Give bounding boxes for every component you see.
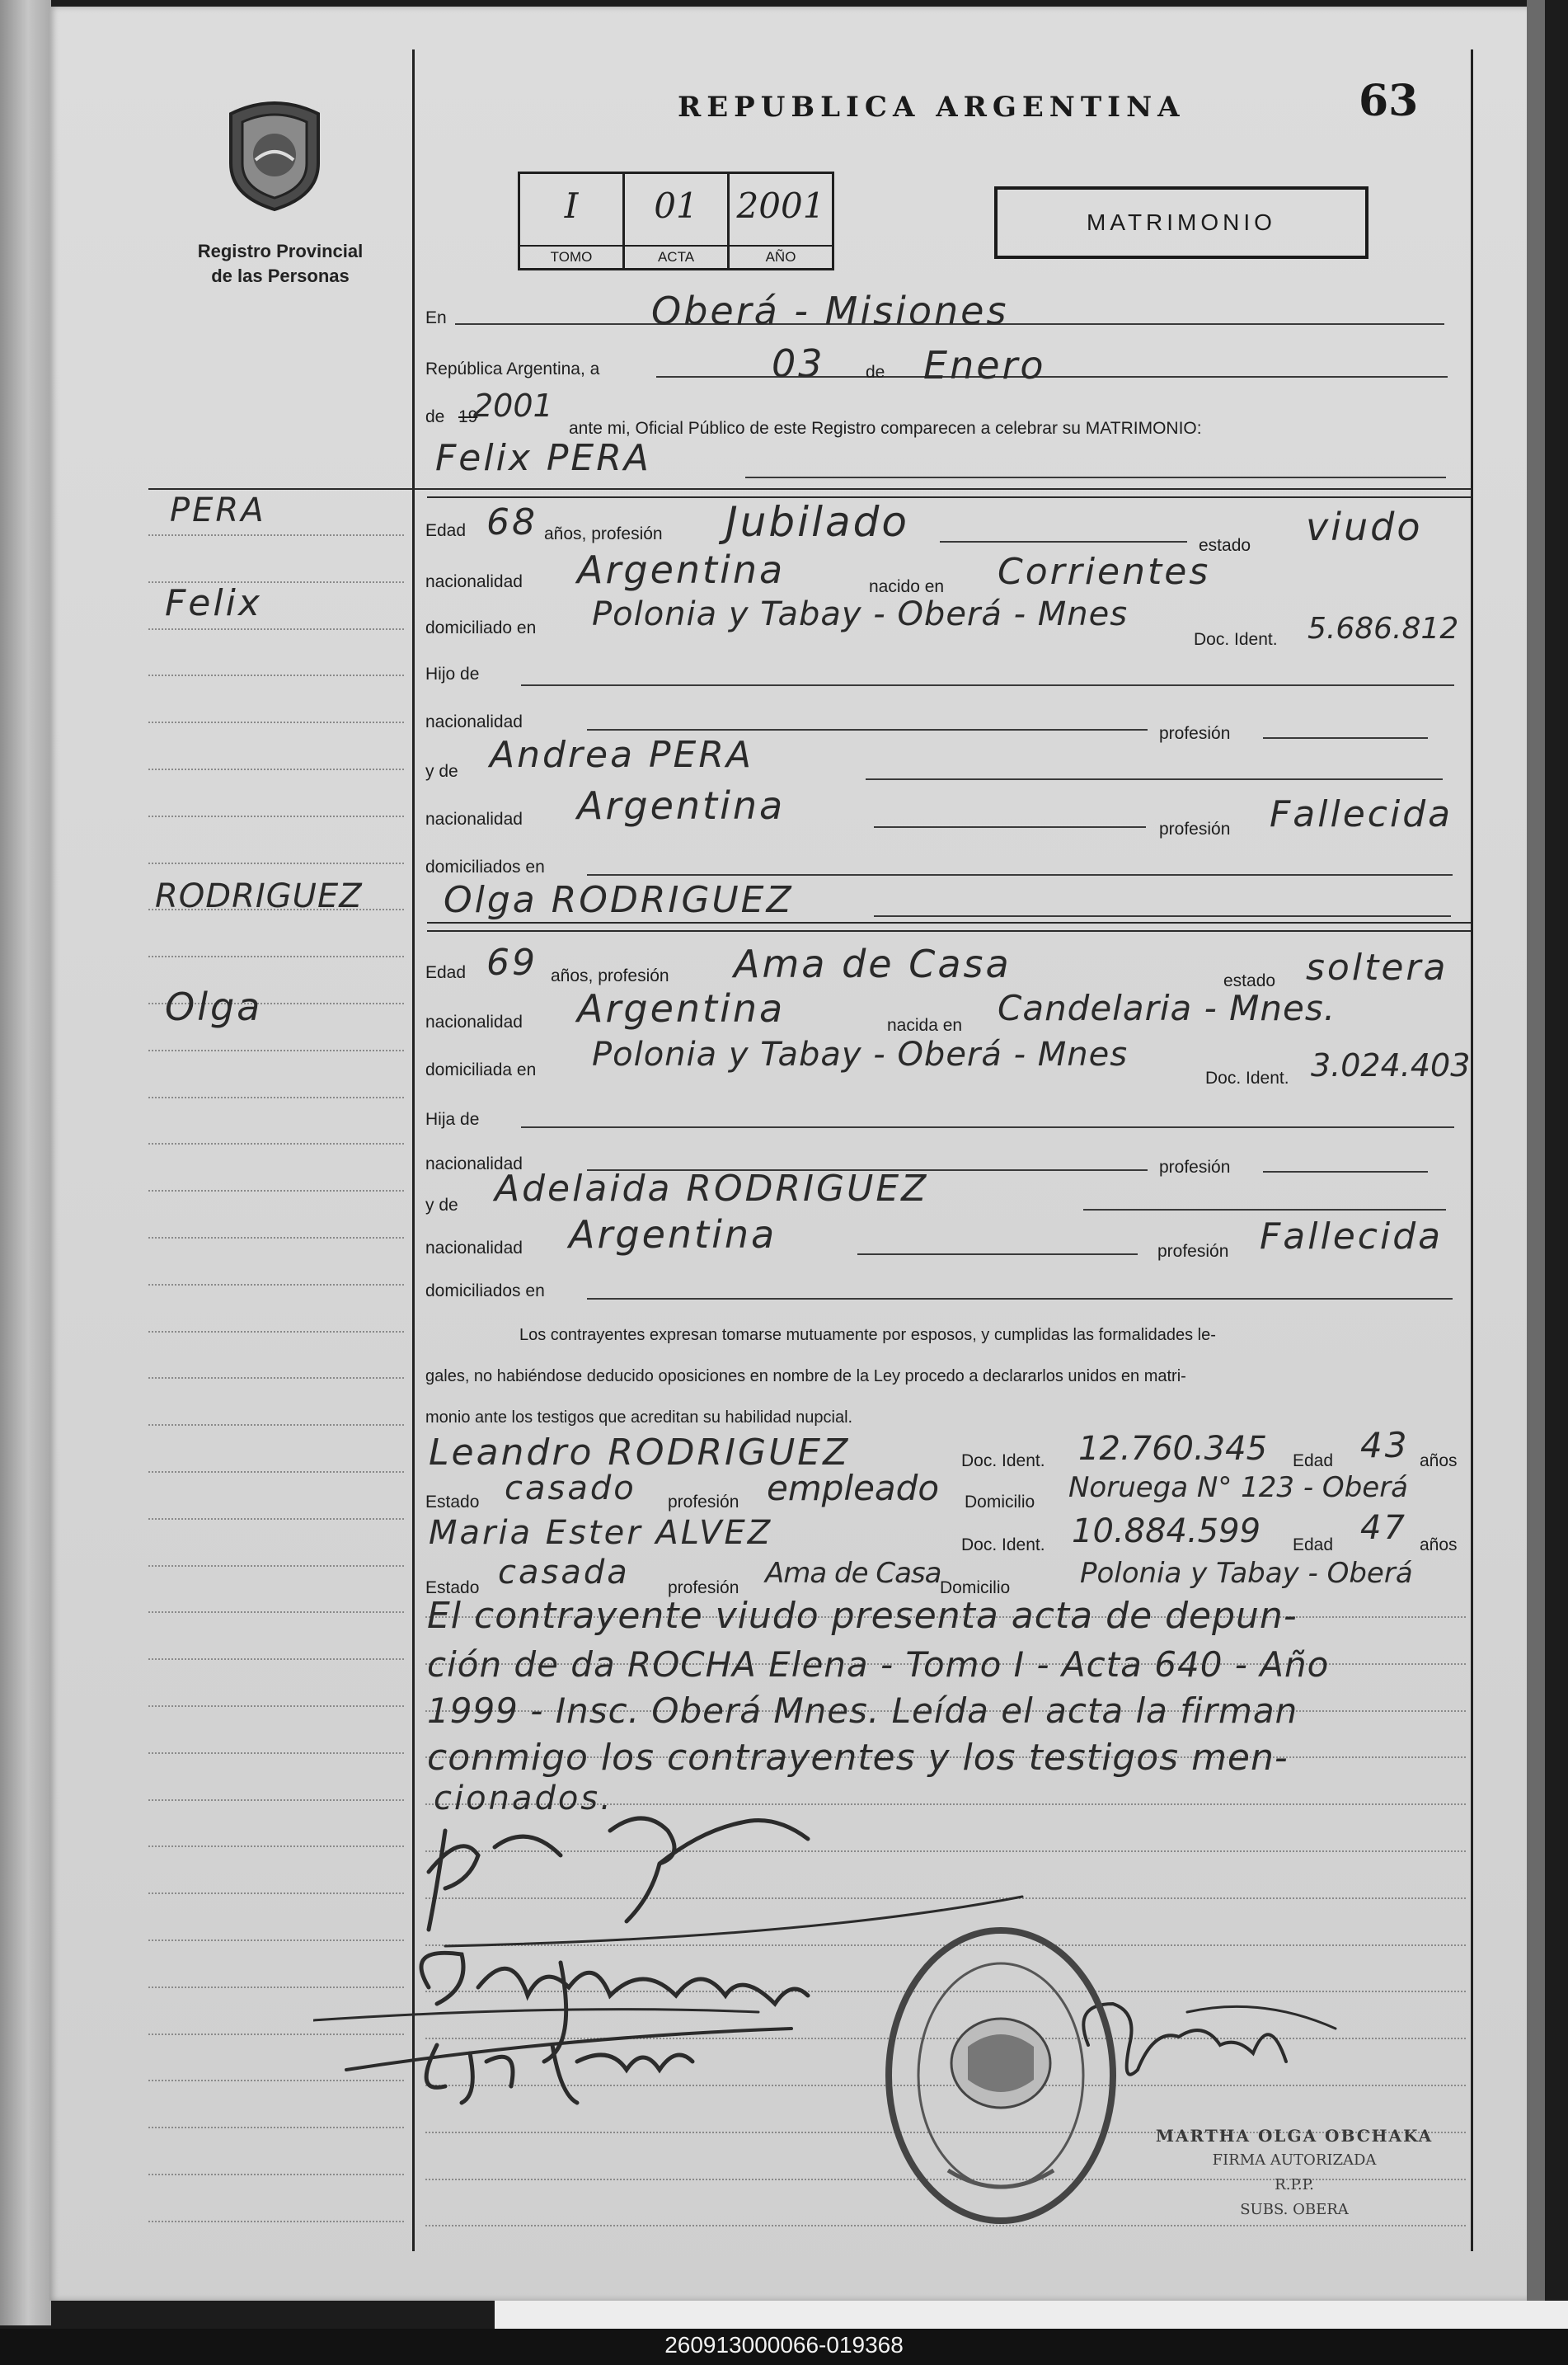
image-caption: 260913000066-019368 [664,2332,904,2358]
margin-rule [148,1237,404,1239]
note-line-3: 1999 - Insc. Oberá Mnes. Leída el acta la firman [427,1690,1298,1731]
bride-mother-line [1083,1209,1446,1211]
witness1-age: 43 [1360,1425,1410,1465]
margin-rule [148,1190,404,1192]
book-edge [1527,0,1545,2309]
bride-name-line [874,915,1451,917]
registry-stamp-icon [882,1923,1120,2228]
bride-profession: Ama de Casa [734,942,1012,986]
margin-rule [148,1471,404,1473]
bride-nationality: Argentina [577,986,786,1031]
bride-age: 69 [486,942,538,984]
witness2-age: 47 [1360,1509,1407,1547]
registry-seal-icon [223,97,326,213]
bride-mother-nat-line [857,1253,1138,1255]
witness2-address: Polonia y Tabay - Oberá [1080,1557,1413,1590]
bride-civil-status: soltera [1306,947,1448,989]
bride-estado-label: estado [1223,971,1276,990]
witness1-anios-label: años [1420,1451,1458,1470]
groom-nacido-label: nacido en [869,577,945,596]
witness1-edad-label: Edad [1293,1451,1334,1470]
groom-father-nat-line [587,729,1148,731]
groom-mother-nat: Argentina [577,783,786,828]
day-value: 03 [772,341,825,386]
acta-cell [625,174,730,268]
groom-nationality: Argentina [577,548,786,592]
groom-father-prof-label: profesión [1159,724,1231,743]
bride-doc: 3.024.403 [1311,1047,1471,1084]
bride-doc-label: Doc. Ident. [1205,1069,1289,1088]
groom-profession: Jubilado [725,498,909,546]
margin-rule [148,1097,404,1098]
witness2-edad-label: Edad [1293,1535,1334,1554]
note-line-5: cionados. [434,1780,613,1817]
anio-label: AÑO [730,245,832,268]
declaration-line2: gales, no habiéndose deducido oposiciones en nombre de la Ley procedo a declararlos unidos en matri- [425,1367,1186,1385]
note-line-4: conmigo los contrayentes y los testigos men- [427,1737,1289,1779]
witness1-domicilio-label: Domicilio [965,1493,1035,1512]
groom-hijo-label: Hijo de [425,665,480,684]
margin-rule [148,1518,404,1520]
declaration-line3: monio ante los testigos que acreditan su habilidad nupcial. [425,1408,853,1427]
groom-anios-profesion-label: años, profesión [544,524,663,543]
margin-rule [148,628,404,630]
year-value: 2001 [473,388,553,424]
witness1-doc: 12.760.345 [1078,1430,1268,1468]
witness2-profesion-label: profesión [668,1578,739,1597]
bride-father-nat-label: nacionalidad [425,1154,523,1173]
bride-father-prof-label: profesión [1159,1158,1231,1177]
groom-full-name: Felix PERA [435,437,651,479]
witness1-name: Leandro RODRIGUEZ [429,1432,851,1474]
bride-address: Polonia y Tabay - Oberá - Mnes [592,1036,1129,1074]
tomo-cell [520,174,625,268]
margin-rule [148,769,404,770]
margin-rule [148,1331,404,1333]
margin-rule [148,1050,404,1051]
registry-label [157,239,404,289]
witness2-anios-label: años [1420,1535,1458,1554]
groom-estado-label: estado [1199,536,1251,555]
bride-nacida-label: nacida en [887,1016,963,1035]
bride-anios-profesion-label: años, profesión [551,966,669,985]
margin-rule [148,1377,404,1379]
anio-cell [730,174,832,268]
margin-groom-name: Felix [165,582,262,624]
groom-edad-label: Edad [425,521,467,540]
groom-domiciliado-label: domiciliado en [425,618,537,637]
margin-rule [148,1752,404,1754]
margin-rule [148,1658,404,1660]
tomo-value: I [564,186,579,226]
margin-bride-surname: RODRIGUEZ [155,877,363,915]
witness2-doc: 10.884.599 [1072,1512,1261,1550]
groom-mother-prof: Fallecida [1270,793,1453,835]
margin-rule [148,1705,404,1707]
en-label: En [425,308,447,327]
bride-full-name: Olga RODRIGUEZ [444,879,794,921]
groom-doc: 5.686.812 [1307,612,1459,646]
groom-father-line [521,684,1454,686]
witness1-civil-status: casado [505,1469,636,1507]
bride-dom-label: domiciliados en [425,1281,545,1300]
bride-section-rule-2 [427,930,1471,932]
groom-mother-nat-line [874,826,1146,828]
anio-value: 2001 [736,186,825,226]
registry-label-line1: Registro Provincial [197,241,364,261]
bride-parents-address-line [587,1298,1453,1300]
de-label: de [866,363,885,382]
bride-father-line [521,1126,1454,1128]
page-number: 63 [1359,76,1419,126]
registry-label-line2: de las Personas [211,266,350,286]
republica-label: República Argentina, a [425,360,600,378]
place-value: Oberá - Misiones [651,289,1009,333]
official-location: SUBS. OBERA [1240,2201,1349,2218]
margin-rule [148,816,404,817]
registry-box [518,172,834,270]
witness1-profession: empleado [767,1468,940,1508]
groom-mother-nat-label: nacionalidad [425,810,523,829]
groom-dom-label: domiciliados en [425,858,545,877]
margin-rule [148,956,404,957]
witness1-doc-label: Doc. Ident. [961,1451,1045,1470]
acta-label: ACTA [625,245,727,268]
bride-mother-nat: Argentina [569,1212,777,1257]
witness2-name: Maria Ester ALVEZ [429,1514,773,1552]
official-name: MARTHA OLGA OBCHAKA [1155,2126,1434,2146]
groom-mother-line [866,778,1443,780]
groom-address: Polonia y Tabay - Oberá - Mnes [592,595,1129,633]
bride-domiciliada-label: domiciliada en [425,1060,537,1079]
right-border [1471,49,1473,2251]
witness2-profession: Ama de Casa [765,1557,941,1590]
margin-rule [148,1143,404,1145]
bride-mother-prof-label: profesión [1157,1242,1229,1261]
margin-groom-surname: PERA [170,491,266,529]
groom-section-top-rule [148,488,1471,490]
groom-nacionalidad-label: nacionalidad [425,572,523,591]
bride-edad-label: Edad [425,963,467,982]
document-title: REPUBLICA ARGENTINA [678,91,1185,124]
facing-page-edge [0,0,51,2325]
groom-doc-label: Doc. Ident. [1194,630,1278,649]
groom-parents-address-line [587,874,1453,876]
margin-rule [148,863,404,864]
book-bottom-edge [495,2301,1568,2329]
bride-nacionalidad-label: nacionalidad [425,1013,523,1032]
bride-birthplace: Candelaria - Mnes. [998,988,1336,1028]
margin-rule [148,722,404,723]
witness2-doc-label: Doc. Ident. [961,1535,1045,1554]
tomo-label: TOMO [520,245,622,268]
intro-sentence: ante mi, Oficial Público de este Registro comparecen a celebrar su MATRIMONIO: [569,419,1202,438]
declaration-line1: Los contrayentes expresan tomarse mutuamente por esposos, y cumplidas las formalidades le- [519,1326,1216,1344]
bride-mother: Adelaida RODRIGUEZ [495,1168,929,1210]
bride-mother-nat-label: nacionalidad [425,1239,523,1258]
groom-birthplace: Corrientes [998,551,1211,593]
note-line-2: ción de da ROCHA Elena - Tomo I - Acta 640 - Año [427,1644,1330,1685]
groom-father-nat-label: nacionalidad [425,712,523,731]
margin-rule [148,1611,404,1613]
groom-yde-label: y de [425,762,458,781]
acta-value: 01 [654,186,698,226]
bride-father-prof-line [1263,1171,1428,1173]
bride-section-rule [427,922,1471,924]
groom-section-rule [427,496,1471,498]
groom-age: 68 [486,501,538,543]
bride-mother-prof: Fallecida [1260,1215,1444,1258]
bride-hija-label: Hija de [425,1110,480,1129]
official-title: FIRMA AUTORIZADA [1212,2151,1377,2169]
bride-yde-label: y de [425,1196,458,1215]
margin-rule [148,675,404,676]
note-line-1: El contrayente viudo presenta acta de depun- [427,1595,1298,1637]
witness2-estado-label: Estado [425,1578,480,1597]
margin-rule [148,1284,404,1286]
margin-bride-name: Olga [165,985,263,1029]
witness1-address: Noruega N° 123 - Oberá [1068,1471,1409,1504]
witness1-estado-label: Estado [425,1493,480,1512]
groom-mother-prof-label: profesión [1159,820,1231,839]
year-label: de [425,407,445,426]
witness1-profesion-label: profesión [668,1493,739,1512]
month-value: Enero [923,343,1046,388]
year-struck: 19 [458,407,478,426]
groom-profession-line [940,541,1187,543]
groom-name-line [745,477,1446,478]
groom-mother: Andrea PERA [490,734,754,776]
witness2-domicilio-label: Domicilio [940,1578,1011,1597]
groom-father-prof-line [1263,737,1428,739]
witness2-civil-status: casada [498,1554,630,1592]
official-stamp [1129,2123,1459,2222]
record-type-box: MATRIMONIO [994,186,1368,259]
official-office: R.P.P. [1275,2176,1314,2193]
margin-rule [148,534,404,536]
margin-rule [148,1565,404,1567]
groom-civil-status: viudo [1306,505,1423,549]
margin-rule [148,1424,404,1426]
